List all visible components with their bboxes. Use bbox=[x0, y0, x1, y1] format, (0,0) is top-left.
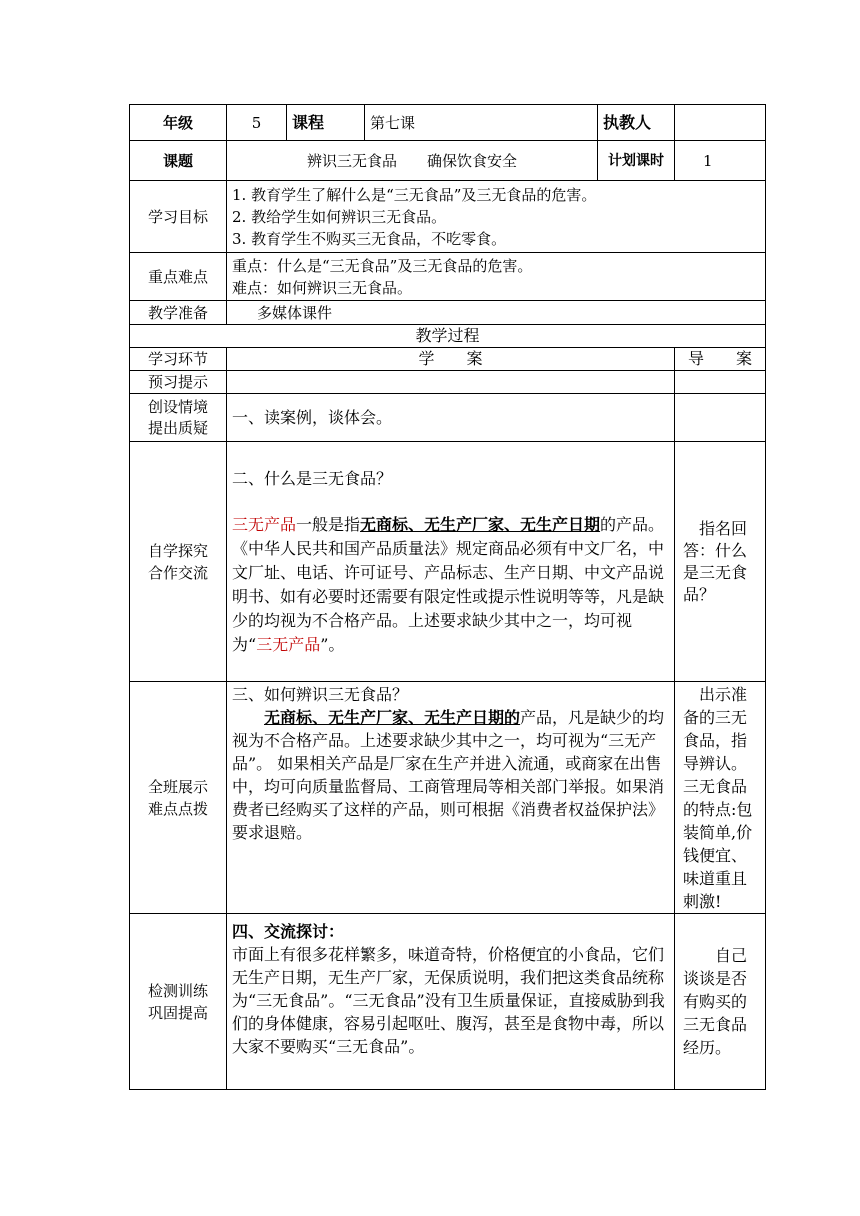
lesson-plan-table bbox=[129, 104, 766, 1090]
showcase-stage-line: 全班展示 bbox=[147, 777, 208, 796]
term-highlight: 三无产品 bbox=[256, 634, 321, 654]
self-study-heading: 二、什么是三无食品？ bbox=[232, 468, 393, 488]
practice-row bbox=[130, 914, 766, 1090]
objective-item: 2. 教给学生如何辨识三无食品。 bbox=[232, 207, 447, 226]
prep-value: 多媒体课件 bbox=[227, 301, 766, 325]
objectives-label: 学习目标 bbox=[130, 181, 227, 253]
scenario-guide bbox=[675, 394, 766, 442]
self-study-body: 三无产品一般是指无商标、无生产厂家、无生产日期的产品。《中华人民共和国产品质量法》规定商品必须有中文厂名，中文厂址、电话、许可证号、产品标志、生产日期、中文产品说明书、如有必要时还需要有限定性或提示性说明等等，凡是缺少的均视为不合格产品。上述要求缺少其中之一，均可视为“三无产品”。 bbox=[232, 514, 665, 654]
prep-label: 教学准备 bbox=[130, 301, 227, 325]
practice-heading: 四、交流探讨： bbox=[232, 922, 345, 941]
showcase-guide-line: 出示准备的三无食品，指导辨认。 bbox=[683, 685, 748, 773]
preview-plan bbox=[227, 371, 675, 394]
teacher-value bbox=[675, 105, 766, 141]
objectives-row bbox=[130, 181, 766, 253]
showcase-plan bbox=[227, 682, 675, 914]
practice-stage-line: 检测训练 bbox=[147, 981, 208, 1000]
practice-stage bbox=[130, 914, 227, 1090]
self-study-row bbox=[130, 442, 766, 682]
course-value: 第七课 bbox=[365, 105, 598, 141]
preview-row bbox=[130, 371, 766, 394]
header-row bbox=[130, 105, 766, 141]
practice-guide: 自己谈谈是否有购买的三无食品经历。 bbox=[675, 914, 766, 1090]
self-study-stage bbox=[130, 442, 227, 682]
preview-stage: 预习提示 bbox=[130, 371, 227, 394]
objective-item: 1. 教育学生了解什么是“三无食品”及三无食品的危害。 bbox=[232, 185, 597, 204]
objectives-list bbox=[227, 181, 766, 253]
scenario-row bbox=[130, 394, 766, 442]
scenario-stage-line: 提出质疑 bbox=[147, 418, 208, 437]
col-guide-header: 导 案 bbox=[675, 348, 766, 371]
self-study-guide: 指名回答：什么是三无食品？ bbox=[675, 442, 766, 682]
key-points-content bbox=[227, 253, 766, 301]
showcase-guide-line: 三无食品的特点:包装简单,价钱便宜、味道重且刺激! bbox=[683, 777, 753, 911]
hours-value: 1 bbox=[675, 141, 766, 181]
teacher-label: 执教人 bbox=[598, 105, 675, 141]
practice-plan bbox=[227, 914, 675, 1090]
showcase-body: 无商标、无生产厂家、无生产日期的产品，凡是缺少的均视为不合格产品。上述要求缺少其中之一，均可视为“三无产品”。 如果相关产品是厂家在生产并进入流通，或商家在出售中，均可向质量监督局、工商管理局等相关部门举报。如果消费者已经购买了这样的产品，则可根据《消费者权益保护法》要求退赔。 bbox=[232, 708, 665, 842]
grade-value: 5 bbox=[227, 105, 287, 141]
course-label: 课程 bbox=[287, 105, 365, 141]
hours-label: 计划课时 bbox=[598, 141, 675, 181]
showcase-row bbox=[130, 682, 766, 914]
key-point-focus: 重点：什么是“三无食品”及三无食品的危害。 bbox=[232, 256, 533, 275]
self-study-plan bbox=[227, 442, 675, 682]
self-study-stage-line: 自学探究 bbox=[147, 541, 208, 560]
preview-guide bbox=[675, 371, 766, 394]
scenario-stage-line: 创设情境 bbox=[147, 397, 208, 416]
topic-value: 辨识三无食品 确保饮食安全 bbox=[227, 141, 598, 181]
showcase-guide bbox=[675, 682, 766, 914]
showcase-stage-line: 难点点拨 bbox=[147, 799, 208, 818]
objective-item: 3. 教育学生不购买三无食品，不吃零食。 bbox=[232, 229, 507, 248]
prep-row bbox=[130, 301, 766, 325]
practice-body: 市面上有很多花样繁多，味道奇特，价格便宜的小食品，它们无生产日期，无生产厂家，无保质说明，我们把这类食品统称为“三无食品”。“三无食品”没有卫生质量保证，直接威胁到我们的身体健康，容易引起呕吐、腹泻，甚至是食物中毒，所以大家不要购买“三无食品”。 bbox=[232, 945, 665, 1056]
key-points-row bbox=[130, 253, 766, 301]
key-points-label: 重点难点 bbox=[130, 253, 227, 301]
col-stage-header: 学习环节 bbox=[130, 348, 227, 371]
process-title-row bbox=[130, 325, 766, 348]
term-highlight: 三无产品 bbox=[232, 514, 297, 534]
practice-stage-line: 巩固提高 bbox=[147, 1003, 208, 1022]
key-point-difficulty: 难点：如何辨识三无食品。 bbox=[232, 278, 413, 297]
self-study-stage-line: 合作交流 bbox=[147, 563, 208, 582]
grade-label: 年级 bbox=[130, 105, 227, 141]
process-title: 教学过程 bbox=[130, 325, 766, 348]
underlined-definition: 无商标、无生产厂家、无生产日期的 bbox=[264, 708, 521, 727]
scenario-stage bbox=[130, 394, 227, 442]
topic-label: 课题 bbox=[130, 141, 227, 181]
scenario-plan: 一、读案例，谈体会。 bbox=[227, 394, 675, 442]
column-header-row bbox=[130, 348, 766, 371]
underlined-definition: 无商标、无生产厂家、无生产日期 bbox=[360, 514, 601, 534]
showcase-heading: 三、如何辨识三无食品？ bbox=[232, 685, 409, 704]
topic-row bbox=[130, 141, 766, 181]
showcase-stage bbox=[130, 682, 227, 914]
col-plan-header: 学 案 bbox=[227, 348, 675, 371]
